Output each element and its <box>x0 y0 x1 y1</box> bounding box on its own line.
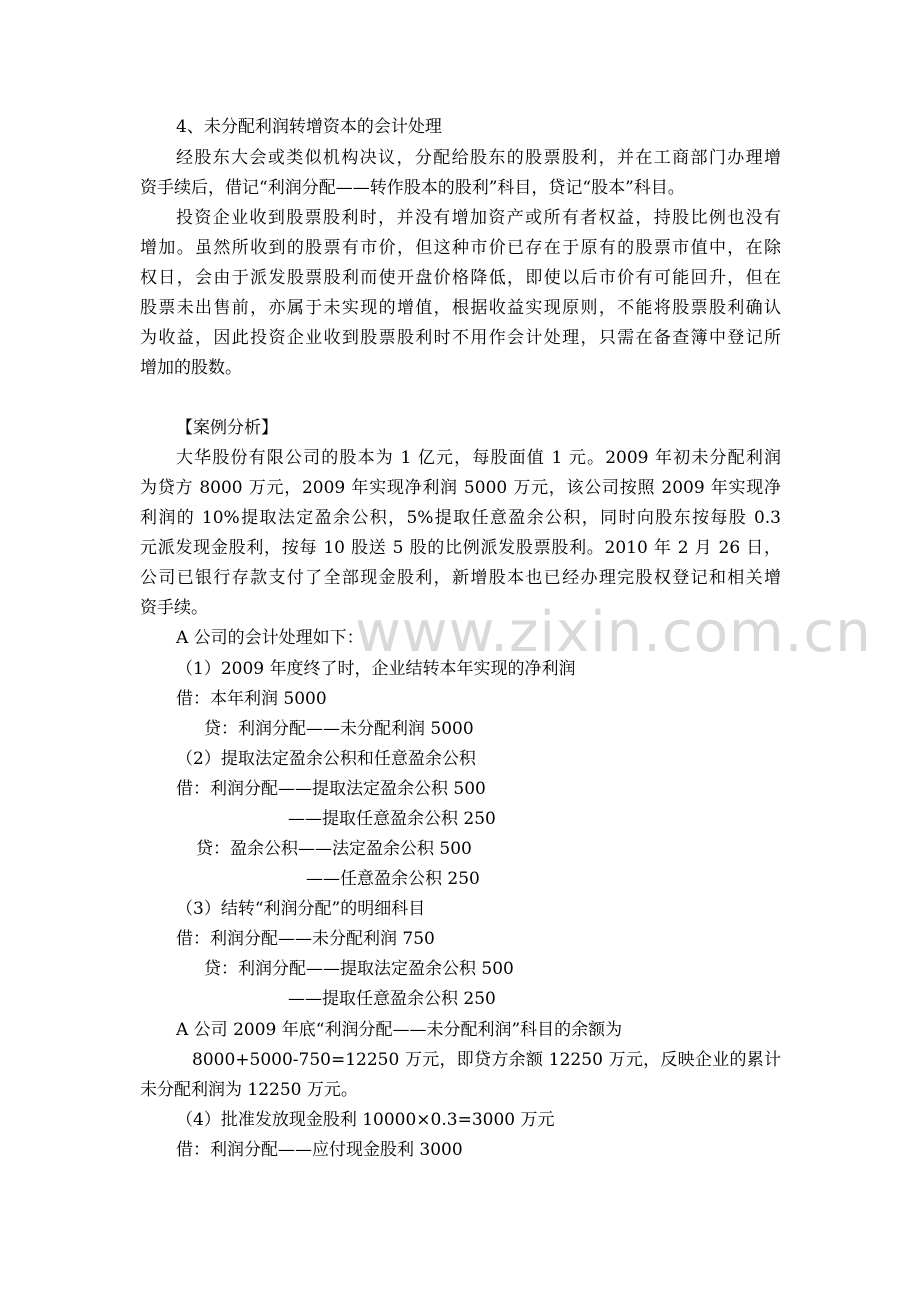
watermark: www.zixin.com.cn <box>355 600 872 665</box>
paragraph-line: 元派发现金股利，按每 10 股送 5 股的比例派发股票股利。2010 年 2 月 26 日， <box>140 538 781 558</box>
section-heading: 4、未分配利润转增资本的会计处理 <box>176 117 442 137</box>
journal-entry-debit-sub: ——提取任意盈余公积 250 <box>288 809 496 829</box>
journal-entry-credit-sub: ——任意盈余公积 250 <box>306 869 480 889</box>
paragraph-line: 经股东大会或类似机构决议，分配给股东的股票股利，并在工商部门办理增 <box>176 148 781 168</box>
case-heading: 【案例分析】 <box>176 418 278 438</box>
paragraph-line: 利润的 10%提取法定盈余公积，5%提取任意盈余公积，同时向股东按每股 0.3 <box>140 508 781 528</box>
step-heading: （4）批准发放现金股利 10000×0.3=3000 万元 <box>176 1110 555 1130</box>
paragraph-line: 大华股份有限公司的股本为 1 亿元，每股面值 1 元。2009 年初未分配利润 <box>176 448 781 468</box>
step-heading: （3）结转“利润分配”的明细科目 <box>176 899 426 919</box>
step-heading: （2）提取法定盈余公积和任意盈余公积 <box>176 749 476 769</box>
paragraph-line: 未分配利润为 12250 万元。 <box>140 1080 358 1100</box>
paragraph-line: A 公司的会计处理如下： <box>176 628 364 648</box>
journal-entry-debit: 借：利润分配——应付现金股利 3000 <box>176 1140 463 1160</box>
journal-entry-debit: 借：本年利润 5000 <box>176 689 327 709</box>
paragraph-line: 资手续后，借记“利润分配——转作股本的股利”科目，贷记“股本”科目。 <box>140 178 685 198</box>
paragraph-line: 增加的股数。 <box>140 358 242 378</box>
paragraph-line: 8000+5000-750=12250 万元，即贷方余额 12250 万元，反映企业的累计 <box>192 1050 781 1070</box>
paragraph-line: 股票未出售前，亦属于未实现的增值，根据收益实现原则，不能将股票股利确认 <box>140 298 781 318</box>
paragraph-line: 为收益，因此投资企业收到股票股利时不用作会计处理，只需在备查簿中登记所 <box>140 328 781 348</box>
paragraph-line: 增加。虽然所收到的股票有市价，但这种市价已存在于原有的股票市值中，在除 <box>140 238 781 258</box>
paragraph-line: A 公司 2009 年底“利润分配——未分配利润”科目的余额为 <box>176 1020 623 1040</box>
paragraph-line: 公司已银行存款支付了全部现金股利，新增股本也已经办理完股权登记和相关增 <box>140 568 781 588</box>
journal-entry-credit: 贷：利润分配——提取法定盈余公积 500 <box>204 959 514 979</box>
paragraph-line: 投资企业收到股票股利时，并没有增加资产或所有者权益，持股比例也没有 <box>176 208 781 228</box>
journal-entry-debit: 借：利润分配——未分配利润 750 <box>176 929 435 949</box>
journal-entry-debit: 借：利润分配——提取法定盈余公积 500 <box>176 779 486 799</box>
paragraph-line: 为贷方 8000 万元，2009 年实现净利润 5000 万元，该公司按照 2009 年实现净 <box>140 478 781 498</box>
journal-entry-credit: 贷：利润分配——未分配利润 5000 <box>204 719 474 739</box>
paragraph-line: 权日，会由于派发股票股利而使开盘价格降低，即使以后市价有可能回升，但在 <box>140 268 781 288</box>
journal-entry-credit: 贷：盈余公积——法定盈余公积 500 <box>196 839 472 859</box>
journal-entry-credit-sub: ——提取任意盈余公积 250 <box>288 989 496 1009</box>
paragraph-line: 资手续。 <box>140 598 208 618</box>
step-heading: （1）2009 年度终了时，企业结转本年实现的净利润 <box>176 659 576 679</box>
